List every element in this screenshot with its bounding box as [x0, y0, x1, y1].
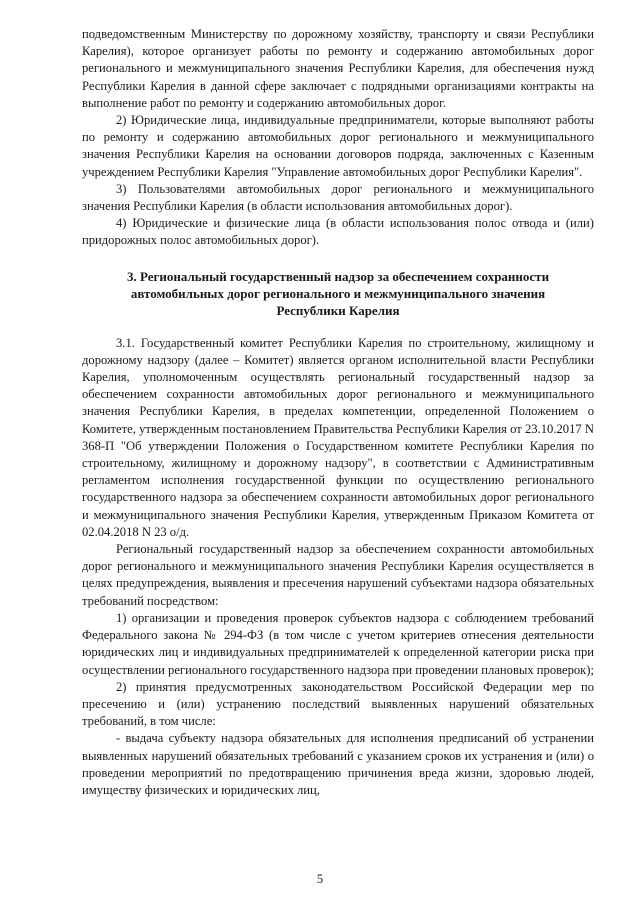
section-heading: 3. Региональный государственный надзор за обеспечением сохранности автомобильных дорог регионального и межмуниципального значения Республики Карелия: [126, 268, 550, 318]
intro-text: [82, 26, 594, 250]
section-paragraph-item-2: 2) принятия предусмотренных законодательством Российской Федерации мер по пресечению и (или) устранению последствий выявленных нарушений обязательных требований, в том числе:: [82, 679, 594, 729]
intro-paragraph-item-3: 3) Пользователями автомобильных дорог регионального и межмуниципального значения Республики Карелия (в области использования автомобильных дорог).: [82, 181, 594, 214]
section-paragraph-3-1: 3.1. Государственный комитет Республики Карелия по строительному, жилищному и дорожному надзору (далее – Комитет) является органом исполнительной власти Республики Карелия, уполномоченным осуществлять региональный государственный надзор за обеспечением сохранности автомобильных дорог регионального и межмуниципального значения Республики Карелия, в пределах компетенции, определенной Положением о Комитете, утвержденным постановлением Правительства Республики Карелия от 23.10.2017 N 368-П "Об утверждении Положения о Государственном комитете Республики Карелия по строительному, жилищному и дорожному надзору", в соответствии с Административным регламентом исполнения государственной функции по осуществлению регионального государственного надзора за обеспечением сохранности автомобильных дорог регионального и межмуниципального значения Республики Карелия, утвержденным Приказом Комитета от 02.04.2018 N 23 о/д.: [82, 335, 594, 539]
section-paragraph-purpose: Региональный государственный надзор за обеспечением сохранности автомобильных дорог регионального и межмуниципального значения Республики Карелия осуществляется в целях предупреждения, выявления и пресечения нарушений субъектами надзора обязательных требований посредством:: [82, 542, 594, 608]
intro-paragraph-continuation: подведомственным Министерству по дорожному хозяйству, транспорту и связи Республики Карелия), которое организует работы по ремонту и содержанию автомобильных дорог регионального и межмуниципального значения Республики Карелия, для обеспечения нужд Республики Карелия в данной сфере заключает с подрядными организациями контракты на выполнение работ по ремонту и содержанию автомобильных дорог.: [82, 27, 594, 110]
intro-paragraph-item-4: 4) Юридические и физические лица (в области использования полос отвода и (или) придорожных полос автомобильных дорог).: [82, 216, 594, 248]
section-paragraph-subitem: - выдача субъекту надзора обязательных для исполнения предписаний об устранении выявленных нарушений обязательных требований с указанием сроков их устранения и (или) о проведении мероприятий по предотвращению причинения вреда жизни, здоровью людей, имуществу физических и юридических лиц,: [82, 731, 594, 797]
page-number: 5: [316, 872, 324, 886]
intro-paragraph-item-2: 2) Юридические лица, индивидуальные предприниматели, которые выполняют работы по ремонту и содержанию автомобильных дорог регионального и межмуниципального значения Республики Карелия на основании договоров подряда, заключенных с Казенным учреждением Республики Карелия "Управление автомобильных дорог Республики Карелия".: [82, 113, 594, 179]
section-text: [82, 335, 594, 799]
section-paragraph-item-1: 1) организации и проведения проверок субъектов надзора с соблюдением требований Федерального закона № 294-ФЗ (в том числе с учетом критериев отнесения деятельности юридических лиц и индивидуальных предпринимателей к определенной категории риска при осуществлении регионального государственного надзора при проведении плановых проверок);: [82, 610, 594, 677]
